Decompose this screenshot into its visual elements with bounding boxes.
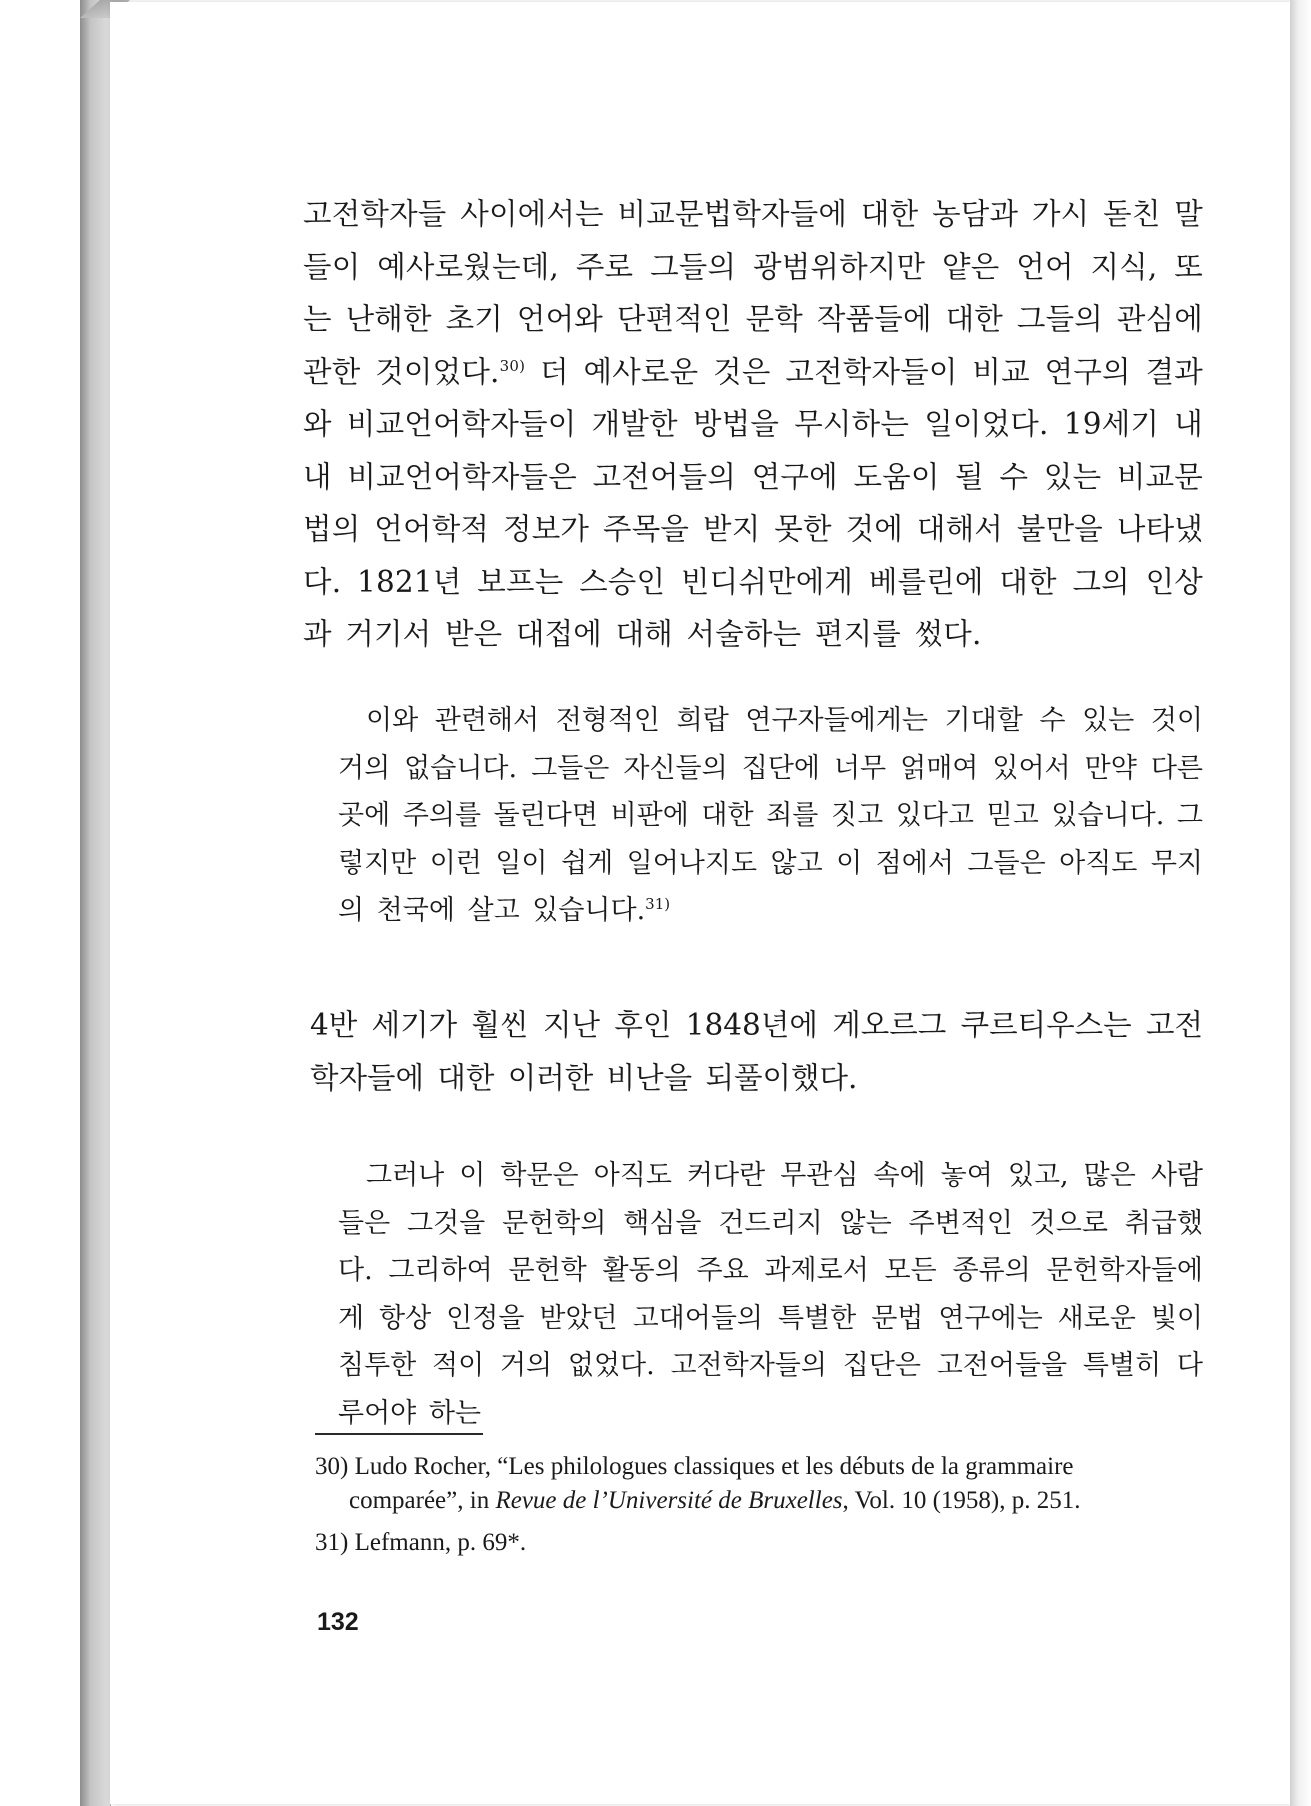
footnote-text: , Vol. 10 (1958), p. 251. bbox=[842, 1487, 1081, 1514]
block-quote-1 bbox=[338, 697, 1203, 935]
page-number: 132 bbox=[317, 1608, 359, 1636]
footnote-31 bbox=[315, 1526, 1205, 1560]
footnote-number: 30) bbox=[315, 1453, 349, 1480]
body-paragraph-2 bbox=[310, 999, 1203, 1104]
book-spine-edge bbox=[80, 0, 111, 1806]
footnote-divider bbox=[315, 1433, 483, 1435]
journal-title: Revue de l’Université de Bruxelles bbox=[495, 1487, 843, 1514]
block-quote-2 bbox=[338, 1152, 1203, 1437]
footnote-continuation bbox=[315, 1484, 1205, 1518]
quote-text: 그러나 이 학문은 아직도 커다란 무관심 속에 놓여 있고, 많은 사람들은 그것을 문헌학의 핵심을 건드리지 않는 주변적인 것으로 취급했다. 그리하여 문헌학 활동의 주요 과제로서 모든 종류의 문헌학자들에게 항상 인정을 받았던 고대어들의 특별한 문법 연구에는 새로운 빛이 침투한 적이 거의 없었다. 고전학자들의 집단은 고전어들을 특별히 다루어야 하는 bbox=[338, 1160, 1203, 1429]
footnote-text: Ludo Rocher, “Les philologues classiques et les débuts de la grammaire bbox=[348, 1453, 1074, 1480]
footnote-30 bbox=[315, 1450, 1205, 1518]
paragraph-text: 4반 세기가 훨씬 지난 후인 1848년에 게오르그 쿠르티우스는 고전학자들에 대한 이러한 비난을 되풀이했다. bbox=[310, 1008, 1203, 1095]
quote-text: 이와 관련해서 전형적인 희랍 연구자들에게는 기대할 수 있는 것이 거의 없습니다. 그들은 자신들의 집단에 너무 얽매여 있어서 만약 다른 곳에 주의를 돌린다면 비판에 대한 죄를 짓고 있다고 믿고 있습니다. 그렇지만 이런 일이 쉽게 일어나지도 않고 이 점에서 그들은 아직도 무지의 천국에 살고 있습니다. bbox=[338, 705, 1203, 926]
footnote-ref-31: 31) bbox=[645, 895, 671, 913]
footnote-text: Lefmann, p. 69*. bbox=[348, 1529, 527, 1556]
footnote-text: comparée”, in bbox=[349, 1487, 496, 1514]
footnote-number: 31) bbox=[315, 1529, 349, 1556]
paragraph-text: 고전학자들 사이에서는 비교문법학자들에 대한 농담과 가시 돋친 말들이 예사로웠는데, 주로 그들의 광범위하지만 얕은 언어 지식, 또는 난해한 초기 언어와 단편적인 문학 작품들에 대한 그들의 관심에 관한 것이었다. bbox=[303, 197, 1203, 389]
paragraph-text: 더 예사로운 것은 고전학자들이 비교 연구의 결과와 비교언어학자들이 개발한 방법을 무시하는 일이었다. 19세기 내내 비교언어학자들은 고전어들의 연구에 도움이 될 수 있는 비교문법의 언어학적 정보가 주목을 받지 못한 것에 대해서 불만을 나타냈다. 1821년 보프는 스승인 빈디쉬만에게 베를린에 대한 그의 인상과 거기서 받은 대접에 대해 서술하는 편지를 썼다. bbox=[303, 354, 1203, 651]
footnote-ref-30: 30) bbox=[499, 356, 526, 375]
page-edge-shadow bbox=[1290, 0, 1311, 1806]
body-paragraph-1 bbox=[303, 188, 1203, 661]
